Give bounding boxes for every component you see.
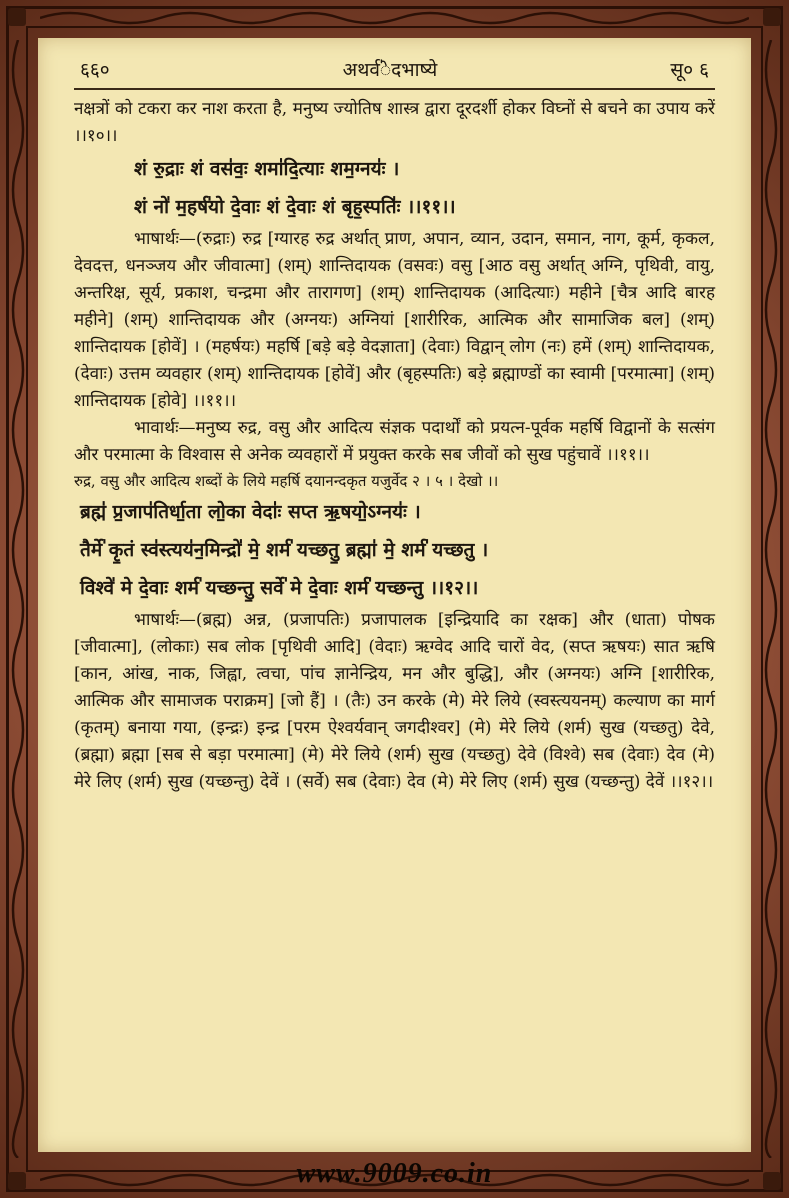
page-header — [74, 56, 715, 90]
mantra-12-line-1: ब्रह्म॑ प्र॒जाप॑तिर्धा॒ता लो॒का वेदाः॑ सप्त ऋ॒षयो॒ऽग्नयः॑ । — [80, 501, 421, 523]
corner-ornament-icon — [8, 8, 26, 26]
mantra-12-line-3: विश्वे॑ मे दे॒वाः शर्म॑ यच्छन्तु॒ सर्वे॑ मे दे॒वाः शर्म॑ यच्छन्तु ।।१२।। — [80, 577, 479, 599]
mantra-12-line-2: तैर्मे॑ कृ॒तं स्व॑स्त्यय॑न॒मिन्द्रो॑ मे॒ शर्म॑ यच्छतु॒ ब्रह्मा॑ मे॒ शर्म॑ यच्छतु । — [80, 539, 489, 561]
bhashartha-12: भाषार्थः—(ब्रह्म) अन्न, (प्रजापतिः) प्रजापालक [इन्द्रियादि का रक्षक] और (धाता) पोषक [जीवात्मा], (लोकाः) सब लोक [पृथिवी आदि] (वेदाः) ऋग्वेद आदि चारों वेद, (सप्त ऋषयः) सात ऋषि [कान, आंख, नाक, जिह्वा, त्वचा, पांच ज्ञानेन्द्रिय, मन और बुद्धि], और (अग्नयः) अग्नि [शारीरिक, आत्मिक और सामाजक पराक्रम] [जो हैं] । (तैः) उन करके (मे) मेरे लिये (स्वस्त्ययनम्) कल्याण का मार्ग (कृतम्) बनाया गया, (इन्द्रः) इन्द्र [परम ऐश्वर्यवान् जगदीश्वर] (मे) मेरे लिये (शर्म) सुख (यच्छतु) देवे, (ब्रह्मा) ब्रह्मा [सब से बड़ा परमात्मा] (मे) मेरे लिये (शर्म) सुख (यच्छतु) देवे (विश्वे) सब (देवाः) देव (मे) मेरे लिए (शर्म) सुख (यच्छन्तु) देवें । (सर्वे) सब (देवाः) देव (मे) मेरे लिए (शर्म) सुख (यच्छन्तु) देवें ।।१२।। — [74, 610, 715, 792]
top-ornament-icon — [40, 8, 749, 28]
reference-note: रुद्र, वसु और आदित्य शब्दों के लिये महर्षि दयानन्दकृत यजुर्वेद २ । ५ । देखो ।। — [74, 472, 499, 490]
right-ornament-icon — [761, 40, 781, 1158]
website-url: www.9009.co.in — [296, 1158, 493, 1189]
mantra-11-line-1: शं रु॒द्राः शं वस॑वः॒ शमा॑दि॒त्याः शम॒ग्नयः॑ । — [134, 158, 400, 180]
bhashartha-11: भाषार्थः—(रुद्राः) रुद्र [ग्यारह रुद्र अर्थात् प्राण, अपान, व्यान, उदान, समान, नाग, कूर्म, कृकल, देवदत्त, धनञ्जय और जीवात्मा] (शम्) शान्तिदायक (वसवः) वसु [आठ वसु अर्थात् अग्नि, पृथिवी, वायु, अन्तरिक्ष, सूर्य, प्रकाश, चन्द्रमा और तारागण] (शम्) शान्तिदायक (आदित्याः) महीने [चैत्र आदि बारह महीने] (शम्) शान्तिदायक और (अग्नयः) अग्नियां [शारीरिक, आत्मिक और सामाजिक बल] (शम्) शान्तिदायक [होवें] । (महर्षयः) महर्षि [बड़े बड़े वेदज्ञाता] (देवाः) विद्वान् लोग (नः) हमें (शम्) शान्तिदायक, (देवाः) उत्तम व्यवहार (शम्) शान्तिदायक [होवें] और (बृहस्पतिः) बड़े ब्रह्माण्डों का स्वामी [परमात्मा] (शम्) शान्तिदायक [होवे] ।।११।। — [74, 229, 715, 411]
intro-paragraph: नक्षत्रों को टकरा कर नाश करता है, मनुष्य ज्योतिष शास्त्र द्वारा दूरदर्शी होकर विघ्नों से बचने का उपाय करें ।।१०।। — [74, 99, 715, 146]
bhavartha-11: भावार्थः—मनुष्य रुद्र, वसु और आदित्य संज्ञक पदार्थों को प्रयत्न-पूर्वक महर्षि विद्वानों के सत्संग और परमात्मा के विश्वास से अनेक व्यवहारों में प्रयुक्त करके सब जीवों को सुख पहुंचावें ।।११।। — [74, 418, 715, 465]
page-number: ६६० — [80, 59, 110, 81]
sukta-number: सू० ६ — [670, 59, 709, 81]
mantra-11-line-2: शं नो॑ म॒हर्ष॑यो दे॒वाः शं दे॒वाः शं बृह॒स्पतिः॑ ।।११।। — [134, 196, 456, 218]
book-title: अथर्व॑ेदभाष्ये — [342, 59, 438, 81]
book-page — [38, 38, 751, 1152]
corner-ornament-icon — [763, 8, 781, 26]
left-ornament-icon — [8, 40, 28, 1158]
